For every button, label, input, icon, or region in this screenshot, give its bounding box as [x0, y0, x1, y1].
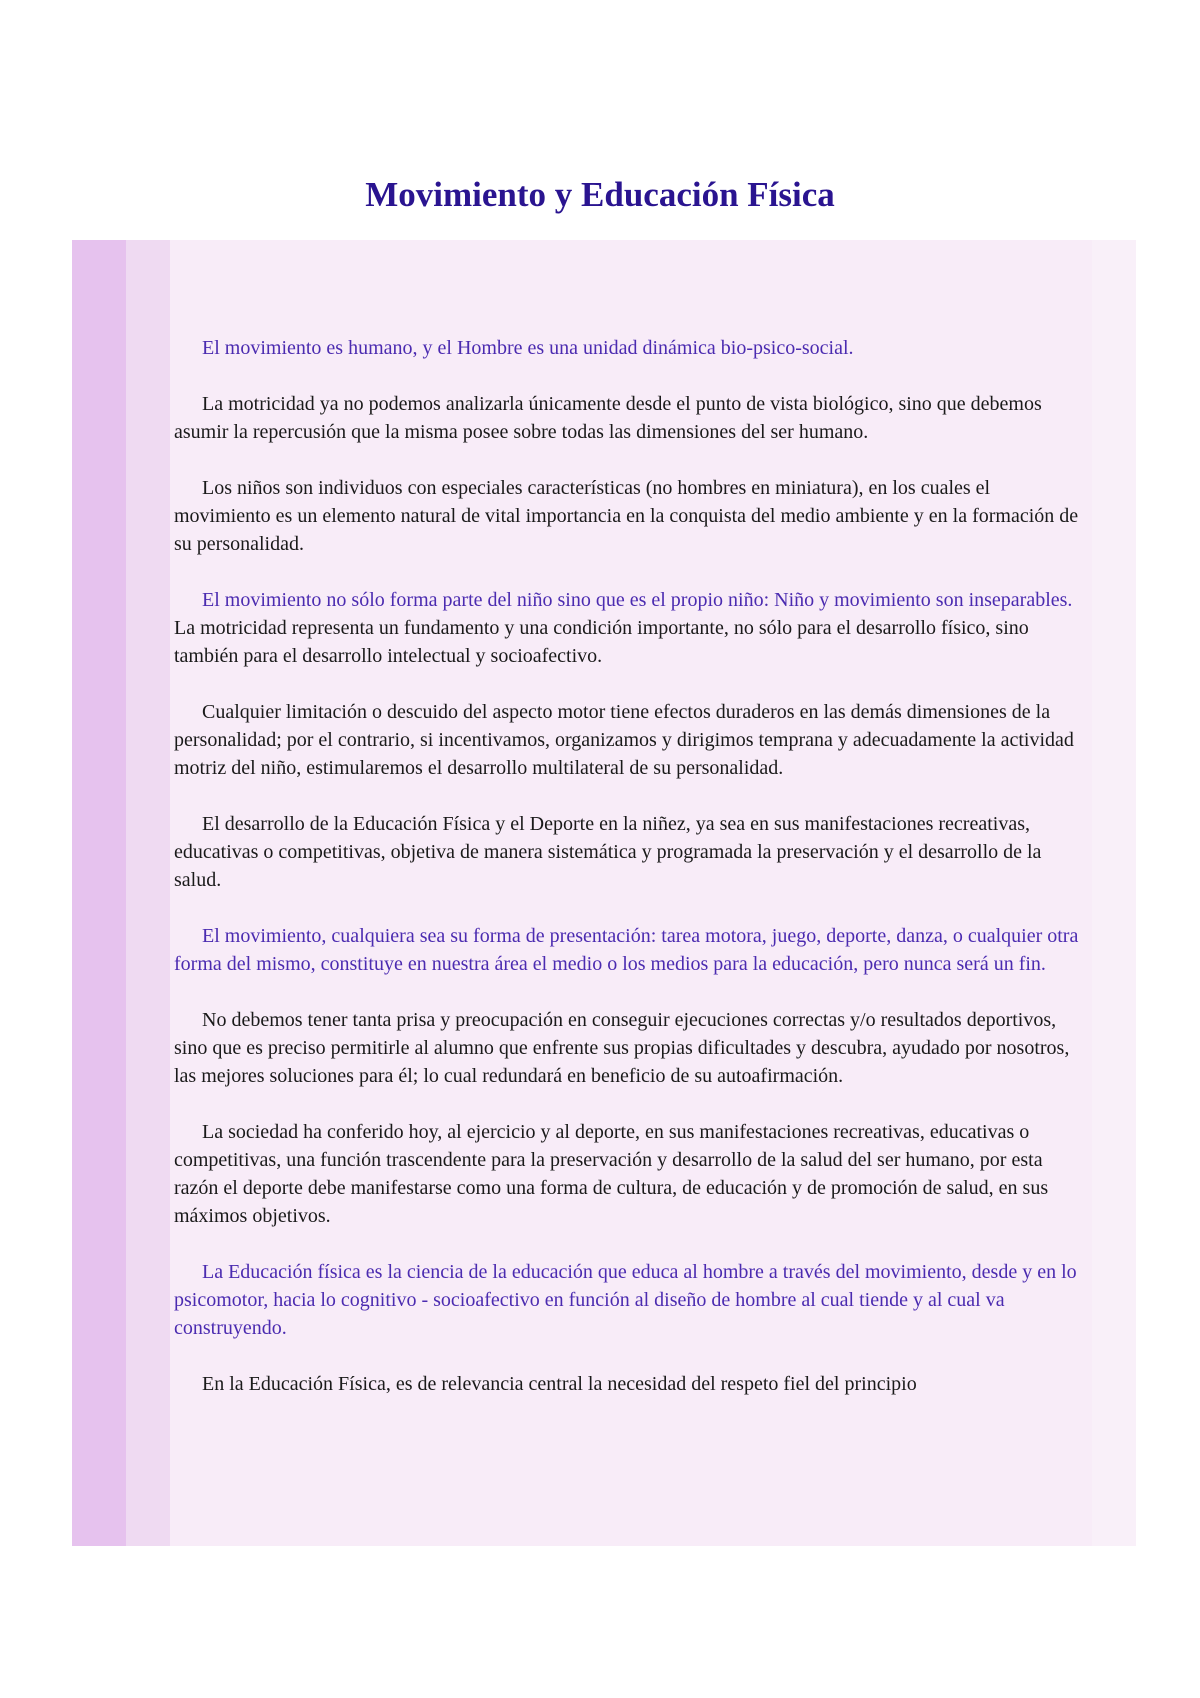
paragraph-1 [174, 334, 1090, 362]
highlighted-text: La Educación física es la ciencia de la educación que educa al hombre a través del movimiento, desde y en lo psicomotor, hacia lo cognitivo - socioafectivo en función al diseño de hombre al cual tiende y al cual va construyendo. [174, 1261, 1077, 1339]
highlighted-text: El movimiento es humano, y el Hombre es una unidad dinámica bio-psico-social. [202, 337, 854, 359]
body-text: En la Educación Física, es de relevancia central la necesidad del respeto fiel del principio [202, 1373, 917, 1395]
paragraph-11 [174, 1370, 1090, 1398]
paragraph-5 [174, 698, 1090, 782]
body-text: La motricidad ya no podemos analizarla únicamente desde el punto de vista biológico, sino que debemos asumir la repercusión que la misma posee sobre todas las dimensiones del ser humano. [174, 393, 1042, 443]
paragraph-8 [174, 1006, 1090, 1090]
paragraph-6 [174, 810, 1090, 894]
body-text: El desarrollo de la Educación Física y el Deporte en la niñez, ya sea en sus manifestaciones recreativas, educativas o competitivas, objetiva de manera sistemática y programada la preservación y el desarrollo de la salud. [174, 813, 1042, 891]
highlighted-text: El movimiento, cualquiera sea su forma de presentación: tarea motora, juego, deporte, danza, o cualquier otra forma del mismo, constituye en nuestra área el medio o los medios para la educación, pero nunca será un fin. [174, 925, 1079, 975]
body-text: No debemos tener tanta prisa y preocupación en conseguir ejecuciones correctas y/o resultados deportivos, sino que es preciso permitirle al alumno que enfrente sus propias dificultades y descubra, ayudado por nosotros, las mejores soluciones para él; lo cual redundará en beneficio de su autoafirmación. [174, 1009, 1070, 1087]
content-panel [72, 240, 1136, 1546]
highlighted-text: El movimiento no sólo forma parte del niño sino que es el propio niño: Niño y movimiento son inseparables. [202, 589, 1073, 611]
article-body [174, 334, 1090, 1426]
decorative-stripe-dark [72, 240, 126, 1546]
body-text: La motricidad representa un fundamento y una condición importante, no sólo para el desarrollo físico, sino también para el desarrollo intelectual y socioafectivo. [174, 617, 1029, 667]
paragraph-9 [174, 1118, 1090, 1230]
page-title: Movimiento y Educación Física [365, 175, 835, 214]
body-text: La sociedad ha conferido hoy, al ejercicio y al deporte, en sus manifestaciones recreativas, educativas o competitivas, una función trascendente para la preservación y desarrollo de la salud del ser humano, por esta razón el deporte debe manifestarse como una forma de cultura, de educación y de promoción de salud, en sus máximos objetivos. [174, 1121, 1049, 1227]
paragraph-4 [174, 586, 1090, 670]
paragraph-10 [174, 1258, 1090, 1342]
paragraph-2 [174, 390, 1090, 446]
decorative-stripe-light [126, 240, 170, 1546]
body-text: Cualquier limitación o descuido del aspecto motor tiene efectos duraderos en las demás dimensiones de la personalidad; por el contrario, si incentivamos, organizamos y dirigimos temprana y adecuadamente la actividad motriz del niño, estimularemos el desarrollo multilateral de su personalidad. [174, 701, 1074, 779]
paragraph-7 [174, 922, 1090, 978]
paragraph-3 [174, 474, 1090, 558]
body-text: Los niños son individuos con especiales características (no hombres en miniatura), en los cuales el movimiento es un elemento natural de vital importancia en la conquista del medio ambiente y en la formación de su personalidad. [174, 477, 1079, 555]
decorative-stripe-right [1092, 240, 1136, 1546]
